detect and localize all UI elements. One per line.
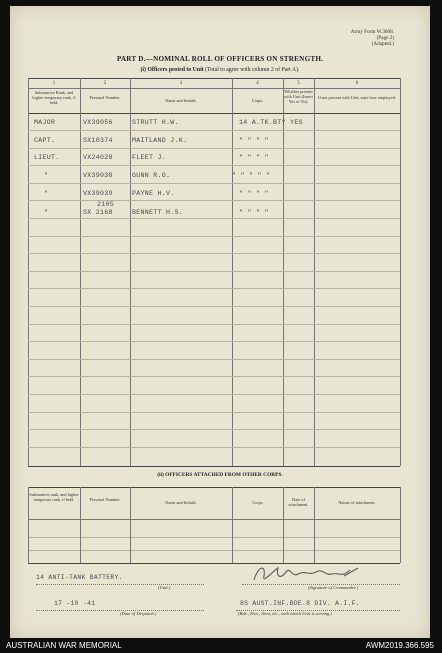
header-bottom-border xyxy=(28,113,400,114)
unit-label: (Unit.) xyxy=(158,585,171,590)
table-rule-line xyxy=(28,341,400,342)
location-label: (Bde., Dvn., Area, etc., with which Unit is serving.) xyxy=(238,611,332,616)
table-rule-line xyxy=(28,271,400,272)
header-present: Whether present with Unit (Insert Yes or No). xyxy=(284,89,313,105)
row-5-name: PAYNE H.V. xyxy=(132,190,175,197)
t2-header-date: Date of attachment. xyxy=(288,497,309,508)
row-4-name: GUNN R.G. xyxy=(132,172,171,179)
unit-line xyxy=(36,584,204,585)
table-bottom-border xyxy=(28,466,400,467)
col-border-right xyxy=(400,78,401,466)
col-border-left xyxy=(28,78,29,466)
table-rule-line xyxy=(28,394,400,395)
table-rule-line xyxy=(28,288,400,289)
row-6-rank: " xyxy=(44,209,49,216)
despatch-date-value: 17 -10 -41 xyxy=(54,600,96,607)
row-1-corps: 14 A.TK.BTY YES xyxy=(239,119,303,126)
table-rule-line xyxy=(28,148,400,149)
subtitle-rest: (Total to agree with column 2 of Part A). xyxy=(205,67,300,73)
row-5-corps: " " " " xyxy=(239,190,269,197)
part-title: PART D.—NOMINAL ROLL OF OFFICERS ON STRENGTH. xyxy=(116,55,324,63)
column-number-6: 6 xyxy=(355,81,359,86)
table-rule-line xyxy=(28,412,400,413)
col-border-1 xyxy=(80,78,81,466)
column-number-3: 3 xyxy=(179,81,183,86)
table-rule-line xyxy=(28,429,400,430)
column-number-4: 4 xyxy=(256,81,259,86)
table-rule-line xyxy=(28,236,400,237)
t2-col-border-3 xyxy=(232,487,233,563)
t2-header-rank: Substantive rank, and higher temporary rank, if held. xyxy=(29,492,79,503)
t2-header-corps: Corps xyxy=(252,500,263,505)
table-top-border xyxy=(28,78,400,79)
t2-col-border-right xyxy=(400,487,401,563)
row-4-number: VX39038 xyxy=(83,172,113,179)
col-border-4 xyxy=(283,78,284,466)
header-personal-number: Personal Number. xyxy=(89,95,121,100)
location-value: 8S AUST.INF.BDE.8 DIV. A.I.F. xyxy=(240,600,360,607)
col-border-5 xyxy=(314,78,315,466)
t2-header-nature: Nature of attachment. xyxy=(338,500,376,505)
row-1-rank: MAJOR xyxy=(34,119,56,126)
row-1-name: STRUTT H.W. xyxy=(132,119,179,126)
row-5-number: VX39039 xyxy=(83,190,113,197)
row-3-corps: " " " " xyxy=(239,154,269,161)
caption-left: AUSTRALIAN WAR MEMORIAL xyxy=(6,641,122,650)
unit-value: 14 ANTI-TANK BATTERY. xyxy=(36,574,123,581)
table-rule-line xyxy=(28,200,400,201)
row-2-corps: " " " " xyxy=(239,137,269,144)
table2-top-border xyxy=(28,487,400,488)
table2-rule-2 xyxy=(28,550,400,551)
column-number-2: 2 xyxy=(103,81,107,86)
col-border-3 xyxy=(232,78,233,466)
t2-col-border-2 xyxy=(130,487,131,563)
row-3-name: FLEET J. xyxy=(132,154,167,161)
despatch-label: (Date of Despatch.) xyxy=(120,611,157,616)
table2-rule-1 xyxy=(28,537,400,538)
table-rule-line xyxy=(28,253,400,254)
column-number-5: 5 xyxy=(297,81,300,86)
table-rule-line xyxy=(28,324,400,325)
row-5-rank: " xyxy=(44,190,49,197)
row-2-name: MAITLAND J.K. xyxy=(132,137,188,144)
form-page xyxy=(10,6,430,638)
t2-header-name: Name and Initials. xyxy=(165,500,197,505)
t2-header-personal-number: Personal Number. xyxy=(89,497,121,502)
row-2-rank: CAPT. xyxy=(34,137,56,144)
row-4-rank: " xyxy=(44,172,49,179)
column-number-divider xyxy=(28,88,400,89)
row-6-number-correction: 2105 xyxy=(97,201,115,208)
row-6-number: SX 2168 xyxy=(83,209,113,216)
caption-right: AWM2019.366.595 xyxy=(365,641,434,650)
section-subtitle xyxy=(10,67,430,73)
row-4-corps: " " " " " xyxy=(232,172,271,179)
table-rule-line xyxy=(28,447,400,448)
t2-col-border-5 xyxy=(314,487,315,563)
table-rule-line xyxy=(28,165,400,166)
subtitle-bold: (i) Officers posted to Unit xyxy=(140,67,204,73)
table2-header-border xyxy=(28,519,400,520)
table-rule-line xyxy=(28,218,400,219)
table-rule-line xyxy=(28,359,400,360)
header-corps: Corps. xyxy=(251,98,264,103)
table-rule-line xyxy=(28,376,400,377)
header-rank: Substantive Rank, and higher temporary rank, if held. xyxy=(32,90,76,106)
form-adapted-note: (Adapted.) xyxy=(371,41,394,47)
header-name: Name and Initials. xyxy=(165,98,197,103)
row-3-number: VX24028 xyxy=(83,154,113,161)
commander-signature xyxy=(246,562,376,586)
column-number-1: 1 xyxy=(52,81,56,86)
table-rule-line xyxy=(28,306,400,307)
form-identifier xyxy=(314,29,394,47)
section-2-title: (ii) OFFICERS ATTACHED FROM OTHER CORPS. xyxy=(157,472,283,478)
table-rule-line xyxy=(28,183,400,184)
form-number: Army Form W.3008. xyxy=(350,29,394,35)
header-employed: If not present with Unit, state how employed. xyxy=(318,95,396,100)
row-2-number: SX10374 xyxy=(83,137,113,144)
table-rule-line xyxy=(28,130,400,131)
form-page-number: (Page 2) xyxy=(376,35,394,41)
signature-label: (Signature of Commander.) xyxy=(308,585,358,590)
row-6-name: BENNETT H.S. xyxy=(132,209,184,216)
col-border-2 xyxy=(130,78,131,466)
row-3-rank: LIEUT. xyxy=(34,154,60,161)
row-1-number: VX39056 xyxy=(83,119,113,126)
row-6-corps: " " " " xyxy=(239,209,269,216)
